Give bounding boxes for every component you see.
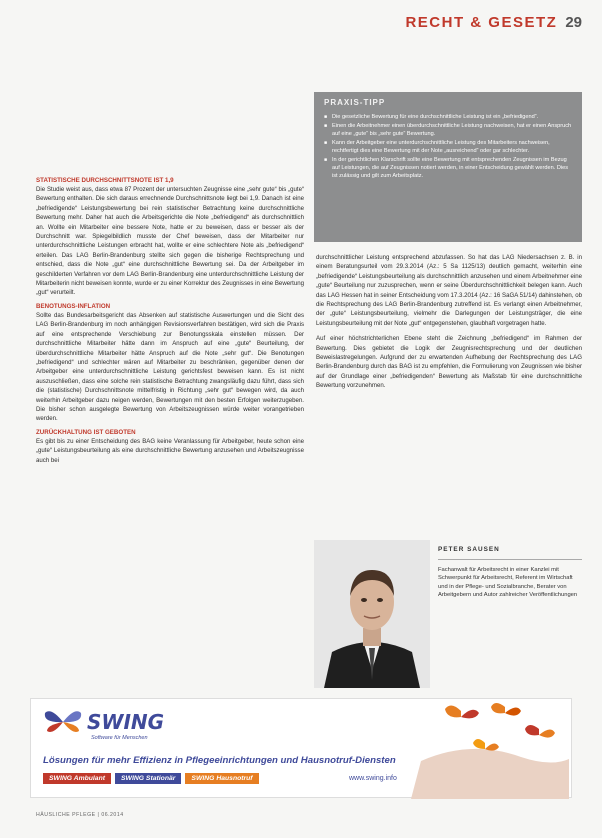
ad-product-buttons bbox=[43, 773, 259, 784]
author-portrait-image bbox=[314, 540, 430, 688]
tip-item: ■ In der gerichtlichen Klarschrift sollte eine Bewertung mit entsprechenden Zeugnissen im Bezug auf Leistungen, die auf Zeugnissen notiert werden, in einer Entscheidung gewählt werden. Dies ist zulässig und gilt zum Arbeitsplatz. bbox=[324, 156, 572, 180]
ad-button-stationaer[interactable]: SWING Stationär bbox=[115, 773, 181, 784]
paragraph: durchschnittlicher Leistung entsprechend abzufassen. So hat das LAG Niedersachsen z. B. in einem Beratungsurteil vom 29.3.2014 (Az.: 5 Sa 1125/13) deutlich gemacht, weiterhin eine „befriedigende“ Leistungsbeurteilung als durchschnittlich anzusehen und einem Arbeitnehmer eine „gute“ Beurteilung nur zuzusprechen, wenn er seine Überdurchschnittlichkeit belegen kann. Auch das LAG Hessen hat in seiner Entscheidung vom 17.3.2014 (Az.: 16 SaGA 51/14) dahinstehen, ob die Rechtsprechung des LAG Berlin-Brandenburg zutreffend ist. Es verlangt einen Arbeitnehmer, der „gute“ Leistungsbeurteilung, vielmehr die Darlegungen der Leistungsträger, die eine Leistungsbeurteilung mit der Note „gut“ entgegenstehen, glaubhaft vorgetragen hatte. bbox=[316, 254, 582, 327]
author-box bbox=[314, 540, 582, 690]
author-bio: Fachanwalt für Arbeitsrecht in einer Kanzlei mit Schwerpunkt für Arbeitsrecht, Referent im Wirtschaft und in der Pflege- und Sozialbranche, Berater von Arbeitgebern und Autor zahlreicher Veröffentlichungen bbox=[438, 566, 578, 599]
subheading: STATISTISCHE DURCHSCHNITTSNOTE IST 1,9 bbox=[36, 177, 174, 184]
ad-url-link[interactable]: www.swing.info bbox=[349, 775, 397, 782]
subheading: BENOTUNGS-INFLATION bbox=[36, 302, 111, 310]
ad-brand: SWING bbox=[87, 710, 165, 734]
paragraph: Es gibt bis zu einer Entscheidung des BAG keine Veranlassung für Arbeitgeber, heute schon eine „gute“ Leistungsbeurteilung als eine durchschnittliche Bewertung anzusehen und Arbeitszeugnisse auch bei bbox=[36, 437, 304, 464]
swing-advertisement[interactable] bbox=[30, 698, 572, 798]
ad-slogan: Lösungen für mehr Effizienz in Pflegeeinrichtungen und Hausnotruf-Diensten bbox=[43, 755, 396, 766]
tip-box-title: PRAXIS-TIPP bbox=[324, 98, 386, 107]
ad-button-hausnotruf[interactable]: SWING Hausnotruf bbox=[185, 773, 258, 784]
section-title: RECHT & GESETZ bbox=[405, 14, 558, 31]
right-column bbox=[316, 253, 582, 393]
page-number: 29 bbox=[565, 14, 582, 31]
paragraph: Sollte das Bundesarbeitsgericht das Absenken auf statistische Auswertungen und die Sicht des LAG Berlin-Brandenburg im noch anhängigen Revisionsverfahren bestätigen, wird sich die Praxis auf eine entsprechende Verschiebung zur Benotungsskala einstellen müssen. Der durchschnittliche Mitarbeiter hätte dann im Anspruch auf eine „gute“ Beurteilung, der überdurchschnittliche Mitarbeiter hätte Anspruch auf die Note „sehr gut“. Die Benotungen „befriedigend“ und schlechter wären auf Mitarbeiter zu beschränken, gegenüber denen der Arbeitgeber eine unterdurchschnittliche Leistung gerichtsfest beweisen kann. Es ist nicht auszuschließen, dass eine solche rein statistische Betrachtung zwangsläufig dazu führt, dass sich die (statistische) Durchschnittsnote mittelfristig in Richtung „sehr gut“ bewegen wird, da auch weiterhin Arbeitgeber dazu neigen werden, Bewertungen mit den besten Erfolgen weiterzugeben. Die bisher schon ausgelegte Bewertung von Arbeitszeugnissen würde weiter vorangetrieben werden. bbox=[36, 311, 304, 423]
ad-button-ambulant[interactable]: SWING Ambulant bbox=[43, 773, 111, 784]
tip-item: ■ Die gesetzliche Bewertung für eine durchschnittliche Leistung ist ein „befriedigend“. bbox=[324, 113, 572, 121]
tip-item: ■ Einen die Arbeitnehmer einen überdurchschnittliche Leistung nachweisen, hat er einen Anspruch auf eine „gute“ bis „sehr gute“ Bewertung. bbox=[324, 122, 572, 138]
author-info bbox=[438, 540, 582, 690]
tip-list bbox=[324, 113, 572, 180]
paragraph: Auf einer höchstrichterlichen Ebene steht die Zeichnung „befriedigend“ im Rahmen der Bewertung. Dies gebietet die Logik der Zeugnisrechtsprechung und der deutlichen Beweislastregelungen. Aufgrund der zu erwartenden Aufhebung der Rechtsprechung des LAG Berlin-Brandenburg durch das BAG ist zu empfehlen, die Formulierung von Zeugnissen wie bisher auf der Grundlage einer „befriedigenden“ Bewertung als Maßstab für eine durchschnittliche Bewertung vorzunehmen. bbox=[316, 335, 582, 390]
ad-tagline: Software für Menschen bbox=[91, 735, 148, 741]
practice-tip-box bbox=[314, 92, 582, 242]
author-name: PETER SAUSEN bbox=[438, 546, 582, 560]
ad-logo bbox=[43, 707, 164, 737]
subheading: ZURÜCKHALTUNG IST GEBOTEN bbox=[36, 428, 136, 436]
author-photo bbox=[314, 540, 430, 688]
paragraph: Die Studie weist aus, dass etwa 87 Prozent der untersuchten Zeugnisse eine „sehr gute“ bis „gute“ Bewertung enthalten. Die sich daraus errechnende Durchschnittsnote liegt bei 1,9. Danach ist eine „befriedigende“ Leistungsbewertung bei rein statistischer Betrachtung keine durchschnittliche Bewertung mehr. Daher hat auch die Arbeitsgerichte die Note „befriedigend“ als durchschnittlich an. Wollte ein Mitarbeiter eine bessere Note, hatte er zu beweisen, dass er besser als der Durchschnitt war. Spiegelbildlich musste der Chef beweisen, dass der Mitarbeiter nur unterdurchschnittliche Leistungen erbracht hat, wollte er eine schlechtere Note als „befriedigend“ erteilen. Das LAG Berlin-Brandenburg stellte sich gegen die bisherige Rechtsprechung und entschied, dass die Note „gut“ eine durchschnittliche Bewertung sei. Da der Arbeitgeber im geschilderten Verfahren vor dem LAG Berlin-Brandenburg eine unterdurchschnittliche Leistung der Mitarbeiterin nicht beweisen konnte, wurde er zu einer Korrektur des Zeugnisses in eine Bewertung „gut“ verurteilt. bbox=[36, 186, 304, 297]
tip-item: ■ Kann der Arbeitgeber eine unterdurchschnittliche Leistung des Mitarbeiters nachweisen, rechtfertigt dies eine Bewertung mit der Note „ausreichend“ oder gar schlechter. bbox=[324, 139, 572, 155]
butterfly-logo-icon bbox=[43, 707, 83, 737]
page-header bbox=[405, 14, 582, 31]
ad-hand-butterflies-image bbox=[401, 699, 571, 799]
left-column bbox=[36, 172, 304, 467]
page-footer: HÄUSLICHE PFLEGE | 06.2014 bbox=[36, 812, 124, 818]
